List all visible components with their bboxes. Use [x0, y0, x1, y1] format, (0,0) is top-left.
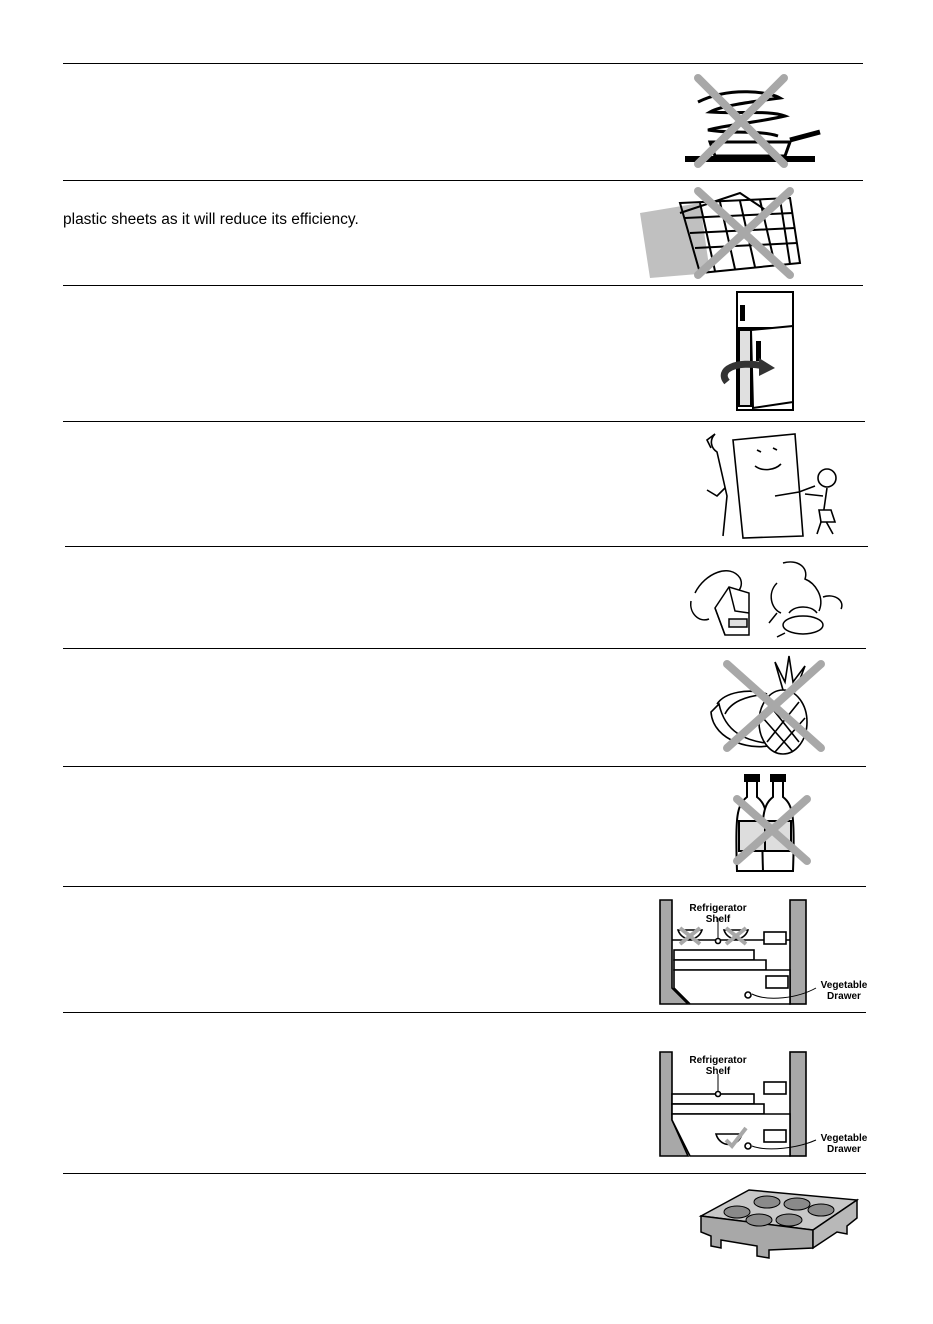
fruit-on-shelf-icon	[658, 898, 870, 1008]
section-divider	[63, 1173, 866, 1174]
section-divider	[63, 1012, 866, 1013]
no-bottles-icon	[725, 775, 815, 880]
section-text: plastic sheets as it will reduce its efficiency.	[63, 211, 359, 228]
wrap-food-icon	[685, 553, 850, 643]
refrigerator-door-open-icon	[715, 290, 805, 415]
drawer-label: Vegetable	[820, 1133, 868, 1144]
no-covered-shelves-icon	[640, 183, 810, 283]
section-divider	[63, 766, 866, 767]
shelf-label: Refrigerator	[689, 1055, 747, 1066]
section-divider	[63, 886, 866, 887]
no-tropical-fruit-icon	[705, 652, 835, 757]
children-with-fridge-icon	[695, 426, 845, 541]
section-divider	[63, 421, 865, 422]
shelf-label: Shelf	[705, 914, 731, 925]
drawer-label: Drawer	[827, 1144, 861, 1155]
section-divider	[63, 285, 863, 286]
section-divider	[63, 180, 863, 181]
shelf-label: Refrigerator	[689, 903, 747, 914]
drawer-label: Vegetable	[820, 980, 868, 991]
section-divider	[63, 63, 863, 64]
no-hot-food-icon	[680, 72, 830, 172]
shelf-label: Shelf	[705, 1066, 731, 1077]
section-divider	[65, 546, 868, 547]
egg-tray-icon	[697, 1188, 862, 1263]
section-divider	[63, 648, 866, 649]
fruit-in-drawer-icon	[658, 1050, 870, 1160]
drawer-label: Drawer	[827, 991, 861, 1002]
